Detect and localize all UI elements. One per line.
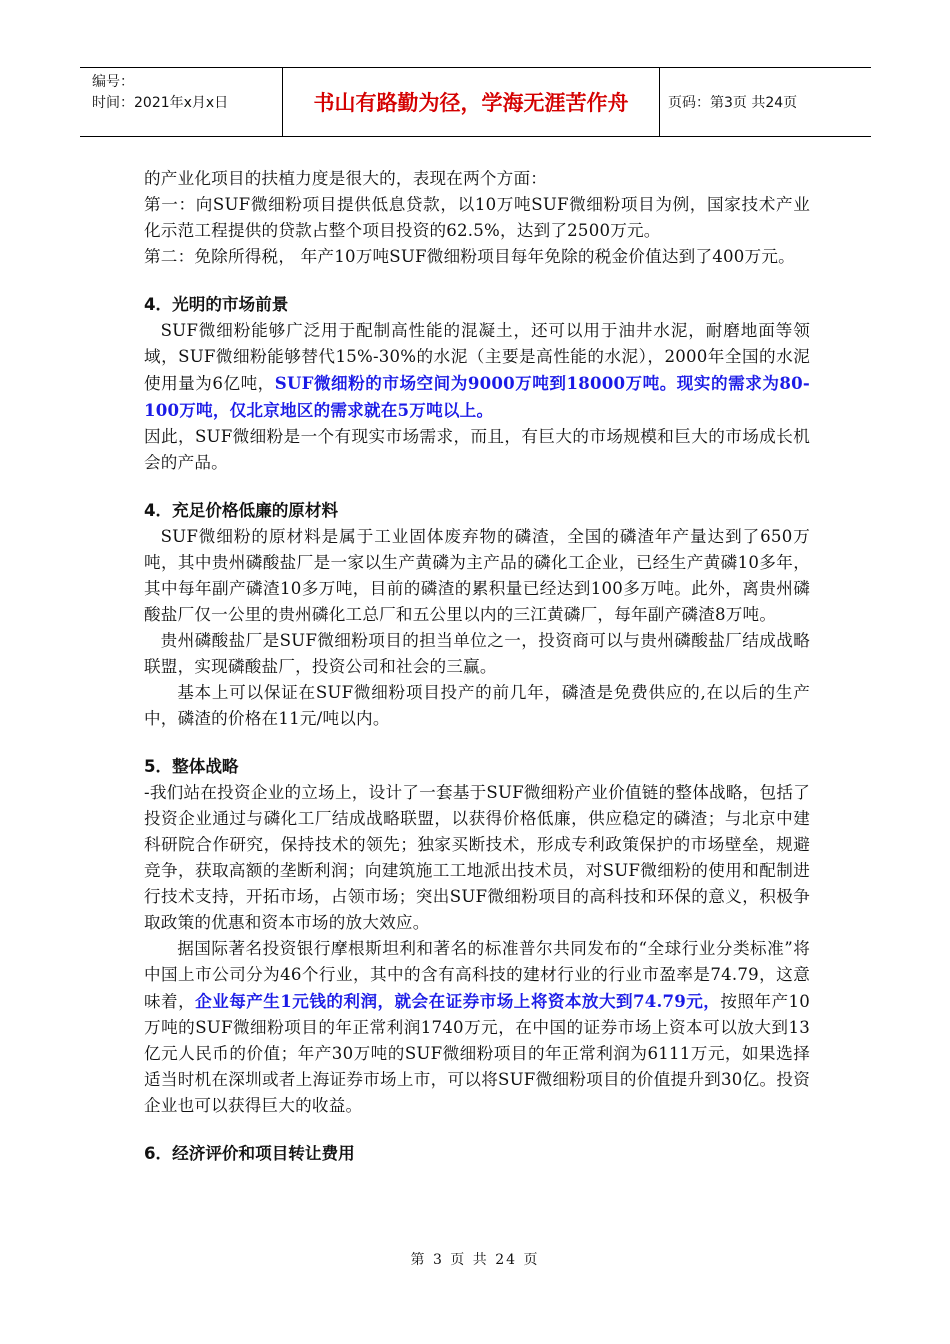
paragraph: [144, 318, 810, 424]
page-footer: 第 3 页 共 24 页: [410, 1252, 540, 1268]
section-heading: 6．经济评价和项目转让费用: [144, 1144, 355, 1163]
header-page-code: 页码：第3页 共24页: [668, 95, 798, 111]
document-body: [144, 166, 810, 1167]
paragraph: 的产业化项目的扶植力度是很大的，表现在两个方面：: [144, 169, 548, 188]
section-heading: 4．光明的市场前景: [144, 295, 289, 314]
paragraph: 第一：向SUF微细粉项目提供低息贷款，以10万吨SUF微细粉项目为例，国家技术产业化示范工程提供的贷款占整个项目投资的62.5%，达到了2500万元。: [144, 195, 810, 240]
header-meta: [80, 68, 282, 136]
time-label: 时间：2021年x月x日: [92, 95, 229, 111]
paragraph: SUF微细粉的原材料是属于工业固体废弃物的磷渣，全国的磷渣年产量达到了650万吨，其中贵州磷酸盐厂是一家以生产黄磷为主产品的磷化工企业，已经生产黄磷10多年，其中每年副产磷渣10多万吨，目前的磷渣的累积量已经达到100多万吨。此外，离贵州磷酸盐厂仅一公里的贵州磷化工总厂和五公里以内的三江黄磷厂，每年副产磷渣8万吨。: [144, 527, 810, 624]
paragraph: -我们站在投资企业的立场上，设计了一套基于SUF微细粉产业价值链的整体战略，包括了投资企业通过与磷化工厂结成战略联盟，以获得价格低廉，供应稳定的磷渣；与北京中建科研院合作研究，保持技术的领先；独家买断技术，形成专利政策保护的市场壁垒，规避竞争，获取高额的垄断利润；向建筑施工工地派出技术员，对SUF微细粉的使用和配制进行技术支持，开拓市场，占领市场；突出SUF微细粉项目的高科技和环保的意义，积极争取政策的优惠和资本市场的放大效应。: [144, 783, 810, 932]
paragraph: 基本上可以保证在SUF微细粉项目投产的前几年，磷渣是免费供应的,在以后的生产中，磷渣的价格在11元/吨以内。: [144, 683, 810, 728]
paragraph: [144, 936, 810, 1119]
header-motto: 书山有路勤为径，学海无涯苦作舟: [282, 68, 660, 136]
highlight-text: 企业每产生1元钱的利润，就会在证券市场上将资本放大到74.79元，: [195, 991, 721, 1011]
number-label: 编号：: [92, 74, 134, 90]
section-heading: 4．充足价格低廉的原材料: [144, 501, 339, 520]
text-run: 按照年产10万吨的SUF微细粉项目的年正常利润1740万元，在中国的证券市场上资本可以放大到13亿元人民币的价值；年产30万吨的SUF微细粉项目的年正常利润为6111万元，如果选择适当时机在深圳或者上海证券市场上市，可以将SUF微细粉项目的价值提升到30亿。投资企业也可以获得巨大的收益。: [144, 992, 810, 1115]
text-run: 据国际著名投资银行摩根斯坦利和著名的标准普尔共同发布的“全球行业分类标准”将中国上市公司分为46个行业，其中的含有高科技的建材行业的行业市盈率是74.79，这意味着，: [144, 939, 810, 1011]
page-header: [80, 67, 871, 137]
paragraph: 因此，SUF微细粉是一个有现实市场需求，而且，有巨大的市场规模和巨大的市场成长机会的产品。: [144, 427, 810, 472]
highlight-text: SUF微细粉的市场空间为9000万吨到18000万吨。现实的需求为80-100万吨，仅北京地区的需求就在5万吨以上。: [144, 373, 810, 420]
section-heading: 5．整体战略: [144, 757, 239, 776]
text-run: SUF微细粉能够广泛用于配制高性能的混凝土，还可以用于油井水泥，耐磨地面等领域，SUF微细粉能够替代15%-30%的水泥（主要是高性能的水泥），2000年全国的水泥使用量为6亿吨，: [144, 321, 810, 393]
paragraph: 贵州磷酸盐厂是SUF微细粉项目的担当单位之一，投资商可以与贵州磷酸盐厂结成战略联盟，实现磷酸盐厂，投资公司和社会的三赢。: [144, 631, 810, 676]
paragraph: 第二：免除所得税， 年产10万吨SUF微细粉项目每年免除的税金价值达到了400万元。: [144, 247, 795, 266]
